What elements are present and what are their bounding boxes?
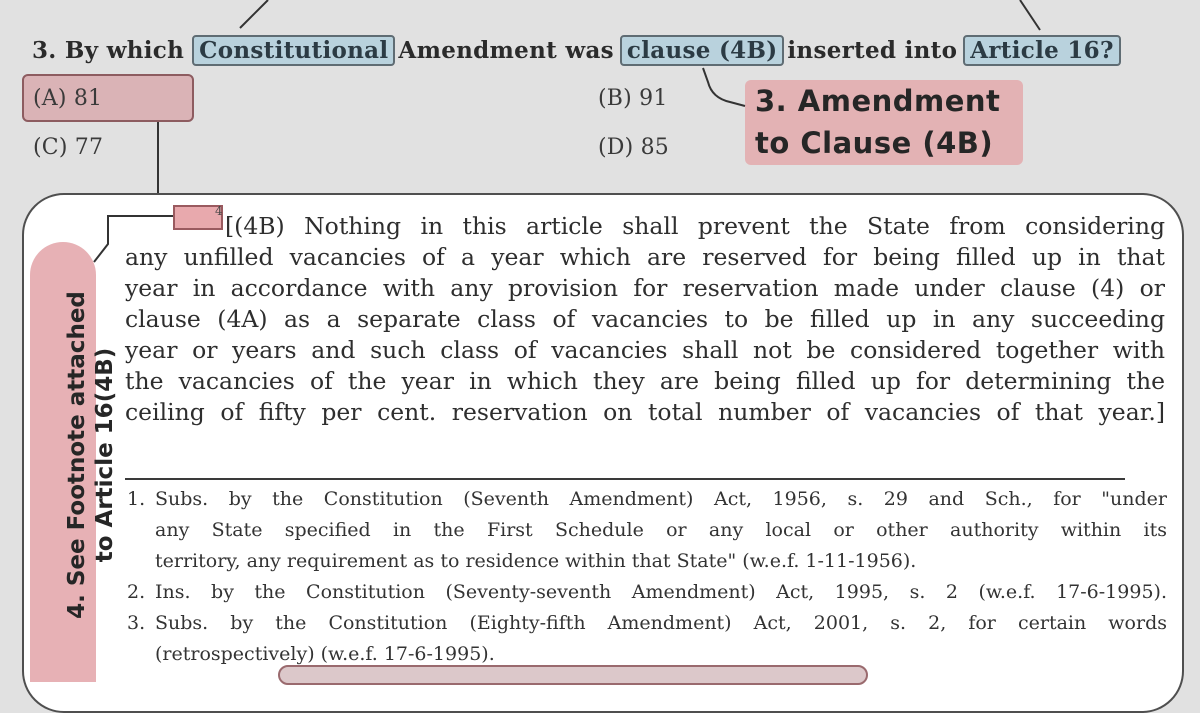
footnote-number: 2. [127, 581, 146, 603]
footnote-line: territory, any requirement as to residence within that State" (w.e.f. 1-11-1956). [155, 550, 917, 572]
arrow-to-side-callout [94, 216, 173, 262]
clause-line: the vacancies of the year in which they are being filled up for determining the [125, 367, 1165, 395]
question-prefix: 3. By which [32, 36, 185, 64]
amendment-callout-line-2: to Clause (4B) [755, 126, 994, 160]
arrow-to-constitutional [240, 0, 268, 28]
highlight-article-16: Article 16? [963, 35, 1121, 66]
side-callout-line-1: 4. See Footnote attached [64, 291, 90, 619]
option-a[interactable]: (A) 81 [33, 86, 103, 111]
option-d[interactable]: (D) 85 [598, 135, 669, 160]
clause-line: any unfilled vacancies of a year which are reserved for being filled up in that [125, 243, 1165, 271]
arrow-to-amendment-callout [703, 68, 745, 106]
side-callout-line-2: to Article 16(4B) [92, 347, 118, 563]
question-mid-2: inserted into [787, 36, 958, 64]
footnote-line: any State specified in the First Schedule or any local or other authority within its [155, 519, 1167, 541]
question-mid-1: Amendment was [398, 36, 614, 64]
option-b[interactable]: (B) 91 [598, 86, 668, 111]
footnote-line: Subs. by the Constitution (Eighty-fifth Amendment) Act, 2001, s. 2, for certain words [155, 612, 1167, 634]
footnote-marker: 4 [215, 204, 223, 218]
clause-line: [(4B) Nothing in this article shall prevent the State from considering [225, 212, 1165, 240]
clause-line: ceiling of fifty per cent. reservation on total number of vacancies of that year.] [125, 398, 1165, 426]
clause-line: clause (4A) as a separate class of vacancies to be filled up in any succeeding [125, 305, 1165, 333]
footnote-line: Subs. by the Constitution (Seventh Amendment) Act, 1956, s. 29 and Sch., for "under [155, 488, 1167, 510]
clause-line: year in accordance with any provision for reservation made under clause (4) or [125, 274, 1165, 302]
footnote-number: 3. [127, 612, 146, 634]
option-c[interactable]: (C) 77 [33, 135, 104, 160]
clause-line: year or years and such class of vacancies shall not be considered together with [125, 336, 1165, 364]
highlight-constitutional: Constitutional [192, 35, 395, 66]
footnote-line: (retrospectively) (w.e.f. 17-6-1995). [155, 643, 495, 665]
highlight-clause-4b: clause (4B) [620, 35, 784, 66]
footnote-number: 1. [127, 488, 146, 510]
footnote-line: Ins. by the Constitution (Seventy-seventh Amendment) Act, 1995, s. 2 (w.e.f. 17-6-1995). [155, 581, 1167, 603]
amendment-callout-line-1: 3. Amendment [755, 84, 1001, 118]
arrow-to-article [1020, 0, 1040, 30]
